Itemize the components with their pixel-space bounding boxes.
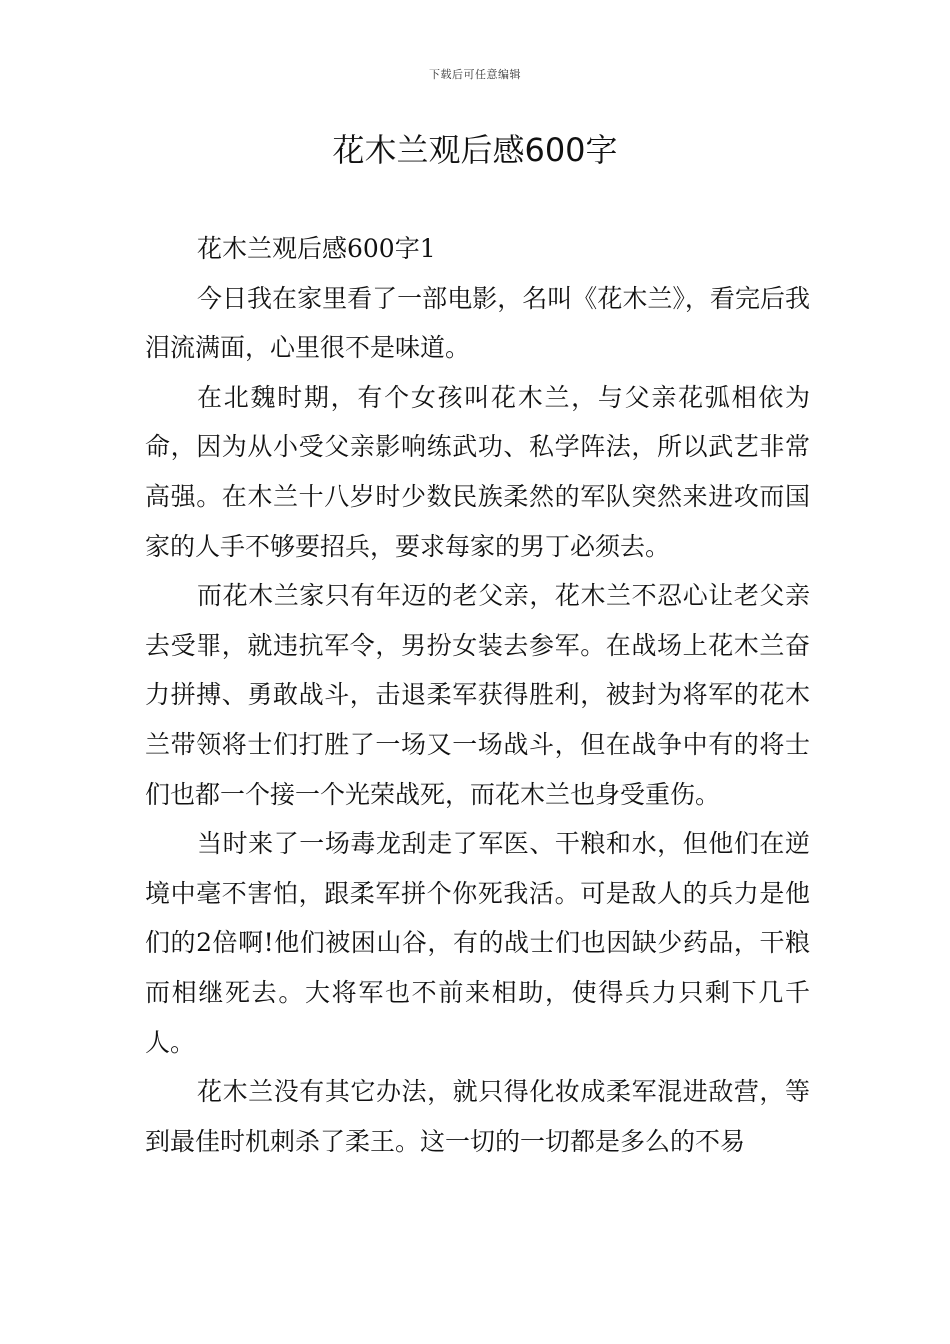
body-paragraph-4: 当时来了一场毒龙刮走了军医、干粮和水，但他们在逆境中毫不害怕，跟柔军拼个你死我活。可是敌人的兵力是他们的2倍啊!他们被困山谷，有的战士们也因缺少药品，干粮而相继死去。大将军也不前来相助，使得兵力只剩下几千人。 [145, 829, 810, 1057]
body-paragraph-3: 而花木兰家只有年迈的老父亲，花木兰不忍心让老父亲去受罪，就违抗军令，男扮女装去参军。在战场上花木兰奋力拼搏、勇敢战斗，击退柔军获得胜利，被封为将军的花木兰带领将士们打胜了一场又一场战斗，但在战争中有的将士们也都一个接一个光荣战死，而花木兰也身受重伤。 [145, 581, 810, 809]
body-paragraph-1: 今日我在家里看了一部电影，名叫《花木兰》，看完后我泪流满面，心里很不是味道。 [145, 283, 810, 363]
body-paragraph-5: 花木兰没有其它办法，就只得化妆成柔军混进敌营，等到最佳时机刺杀了柔王。这一切的一切都是多么的不易 [145, 1077, 810, 1156]
download-note: 下载后可任意编辑 [429, 68, 521, 81]
subheading-paragraph: 花木兰观后感600字1 [197, 234, 436, 263]
document-title: 花木兰观后感600字 [332, 131, 618, 169]
body-paragraph-2: 在北魏时期，有个女孩叫花木兰，与父亲花弧相依为命，因为从小受父亲影响练武功、私学阵法，所以武艺非常高强。在木兰十八岁时少数民族柔然的军队突然来进攻而国家的人手不够要招兵，要求每家的男丁必须去。 [145, 382, 810, 561]
document-body [145, 224, 810, 1166]
